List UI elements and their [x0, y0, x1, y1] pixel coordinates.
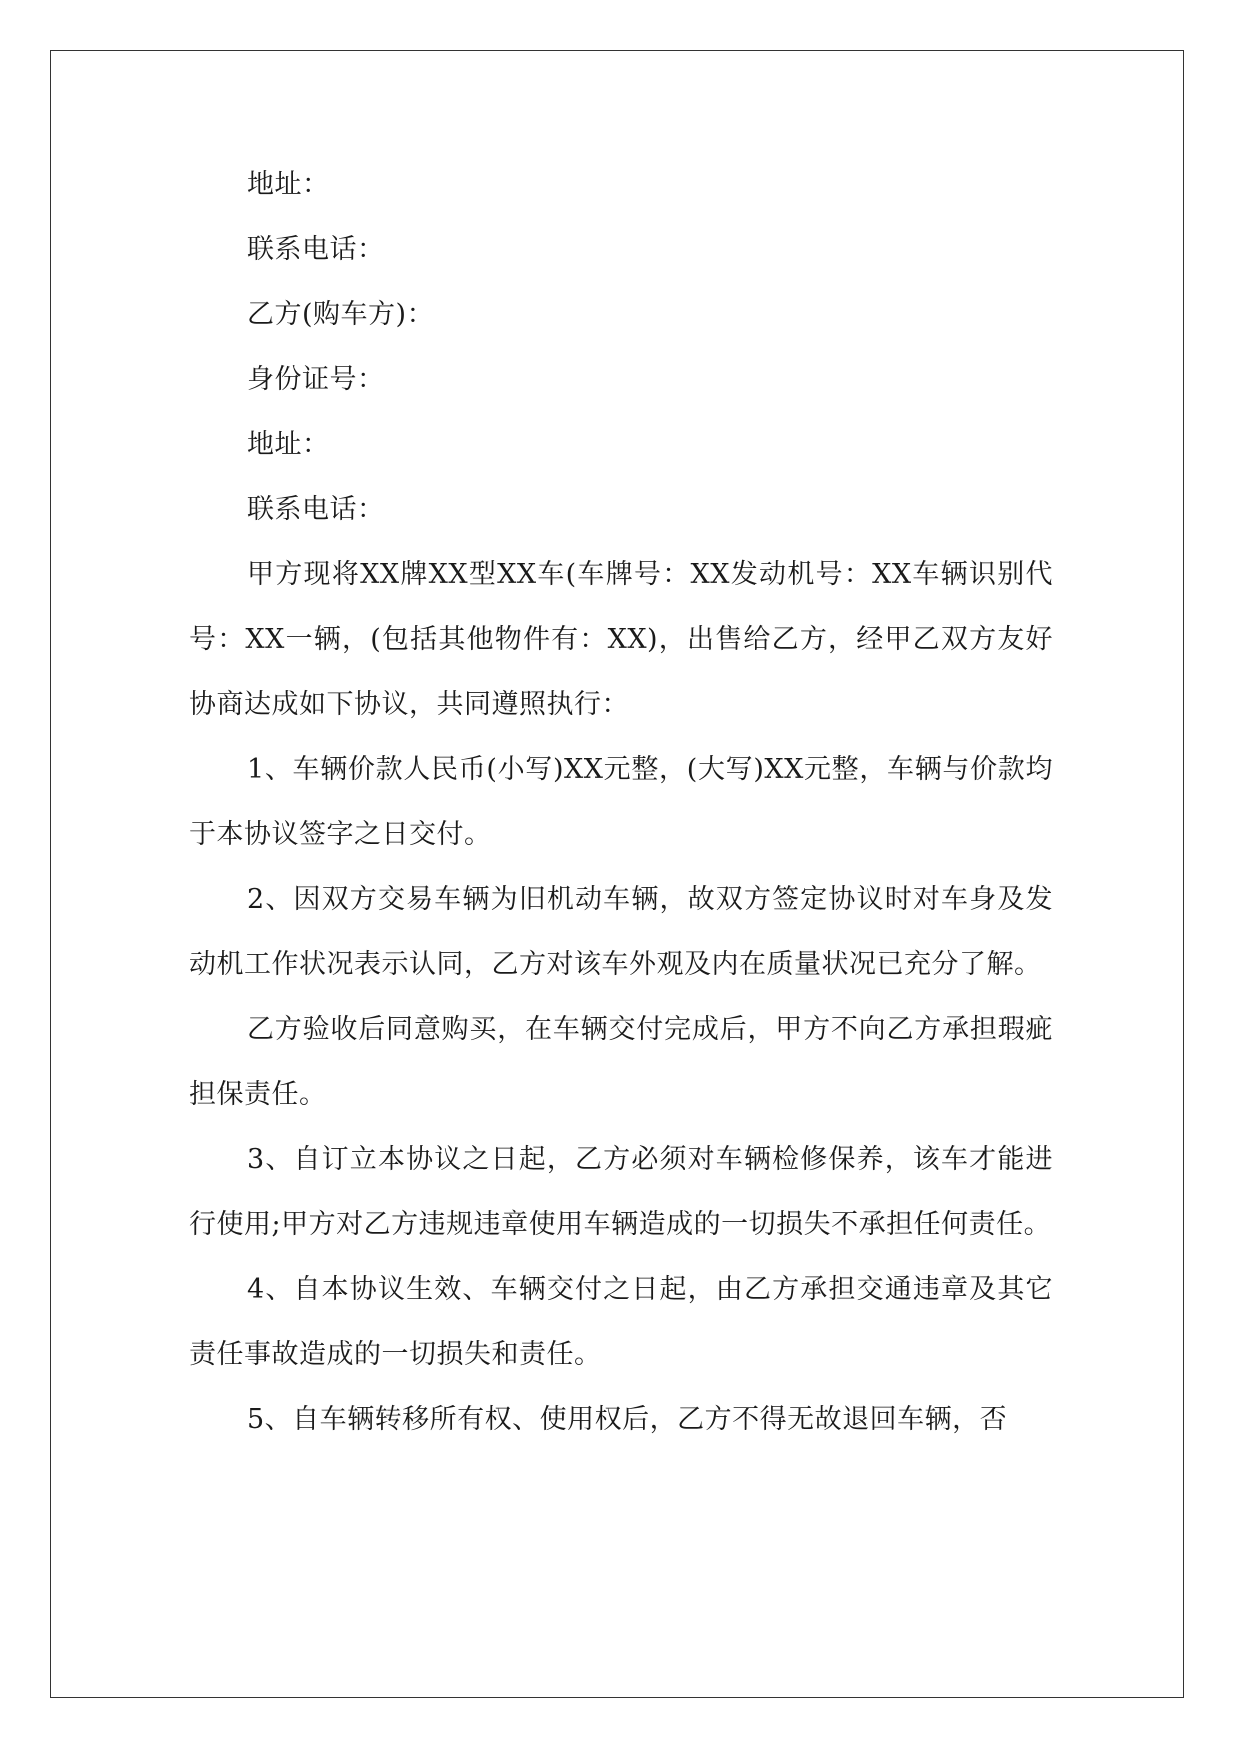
document-body — [189, 152, 1053, 1452]
seller-address-line: 地址： — [247, 169, 330, 200]
seller-phone-line: 联系电话： — [247, 234, 385, 265]
clause-2-warranty-note: 乙方验收后同意购买，在车辆交付完成后，甲方不向乙方承担瑕疵担保责任。 — [189, 1014, 1053, 1110]
clause-4-liability: 4、自本协议生效、车辆交付之日起，由乙方承担交通违章及其它责任事故造成的一切损失和责任。 — [189, 1274, 1053, 1370]
clause-2-condition: 2、因双方交易车辆为旧机动车辆，故双方签定协议时对车身及发动机工作状况表示认同，乙方对该车外观及内在质量状况已充分了解。 — [189, 884, 1053, 980]
clause-1-price: 1、车辆价款人民币(小写)XX元整，(大写)XX元整，车辆与价款均于本协议签字之日交付。 — [189, 754, 1053, 850]
buyer-address-line: 地址： — [247, 429, 330, 460]
buyer-phone-line: 联系电话： — [247, 494, 385, 525]
buyer-heading-line: 乙方(购车方)： — [247, 299, 435, 330]
buyer-id-number-line: 身份证号： — [247, 364, 385, 395]
agreement-preamble: 甲方现将XX牌XX型XX车(车牌号：XX发动机号：XX车辆识别代号：XX一辆，(包括其他物件有：XX)，出售给乙方，经甲乙双方友好协商达成如下协议，共同遵照执行： — [189, 559, 1053, 720]
clause-3-maintenance: 3、自订立本协议之日起，乙方必须对车辆检修保养，该车才能进行使用;甲方对乙方违规违章使用车辆造成的一切损失不承担任何责任。 — [189, 1144, 1053, 1240]
clause-5-no-return: 5、自车辆转移所有权、使用权后，乙方不得无故退回车辆，否 — [247, 1404, 1008, 1435]
